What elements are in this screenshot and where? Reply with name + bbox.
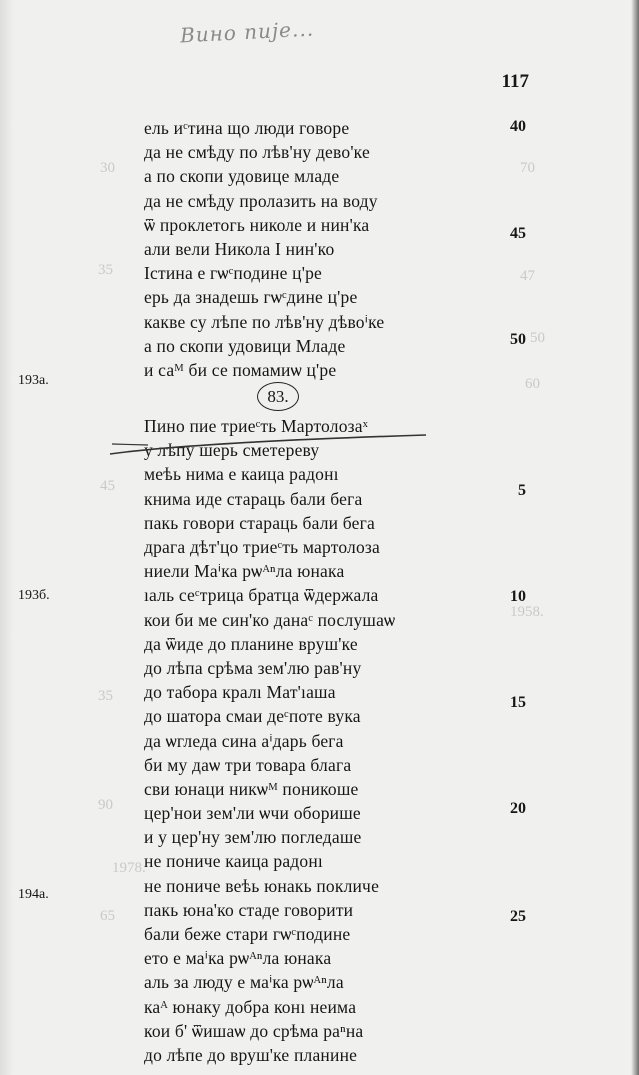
verse-line: да ѿиде до планине вруш'ке xyxy=(144,633,358,654)
verse-line: да ѡгледа сина аⁱдарь бега xyxy=(144,730,344,751)
bleed-mark: 35 xyxy=(98,262,113,278)
verse-line: ıаль сеᶜтрица братца ѿдержала xyxy=(144,585,379,606)
margin-reference: 193б. xyxy=(18,588,50,603)
verse-line: цер'нои зем'ли ѡчи оборише xyxy=(144,803,361,824)
verse-line: кои б' ѿишаѡ до срѣма раⁿна xyxy=(144,1020,364,1041)
line-number: 25 xyxy=(510,908,526,925)
bleed-mark: 30 xyxy=(100,160,115,176)
verse-line: ето е маⁱка рѡᴬⁿла юнака xyxy=(144,948,332,969)
verse-line: а по скопи удовици Младе xyxy=(144,335,346,356)
line-number: 40 xyxy=(510,118,526,135)
bleed-mark: 1958. xyxy=(510,604,544,620)
verse-line: да не смѣду по лѣв'ну дево'ке xyxy=(144,142,370,163)
margin-reference: 194a. xyxy=(18,887,49,902)
verse-line: ерь да знадешь гѡᶜдине ц'ре xyxy=(144,287,358,308)
pencil-underline-mark xyxy=(108,432,428,456)
line-number: 50 xyxy=(510,331,526,348)
page-number: 117 xyxy=(501,71,529,92)
margin-reference: 193a. xyxy=(18,373,49,388)
verse-line: и саᴹ би се помамиѡ ц'ре xyxy=(144,359,337,380)
verse-line: сви юнаци никѡᴹ поникоше xyxy=(144,778,359,799)
line-number: 10 xyxy=(510,588,526,605)
verse-line: не пониче каица радонı xyxy=(144,851,323,872)
bleed-mark: 90 xyxy=(98,797,113,813)
verse-line: ель иᶜтина що люди говоре xyxy=(144,118,350,138)
line-number: 15 xyxy=(510,694,526,711)
bleed-mark: 1978. xyxy=(112,860,146,876)
verse-line: да не смѣду пролазить на воду xyxy=(144,190,378,211)
verse-line: кои би ме син'ко данаᶜ послушаѡ xyxy=(144,609,396,630)
verse-line: би му даѡ три товара блага xyxy=(144,754,352,775)
verse-line: Пино пие триеᶜть Мартолозаˣ xyxy=(144,416,368,437)
poem-number: 83. xyxy=(257,382,299,411)
bleed-mark: 50 xyxy=(530,330,545,346)
verse-line: и у цер'ну зем'лю погледаше xyxy=(144,827,362,848)
bleed-mark: 45 xyxy=(100,478,115,494)
verse-line: драга дѣт'цо триеᶜть мартолоза xyxy=(144,537,381,557)
bleed-mark: 35 xyxy=(98,688,113,704)
verse-line: а по скопи удовице младе xyxy=(144,166,340,187)
line-number: 45 xyxy=(510,225,526,242)
verse-line: не пониче веѣь юнакь покличе xyxy=(144,875,380,896)
line-number: 5 xyxy=(518,482,526,499)
verse-line: какве су лѣпе по лѣв'ну дѣвоⁱке xyxy=(144,311,385,332)
verse-line: али вели Никола I нин'ко xyxy=(144,238,335,259)
poem-heading xyxy=(144,382,444,414)
verse-line: до лѣпе до вруш'ке планине xyxy=(144,1044,358,1065)
bleed-mark: 70 xyxy=(520,160,535,176)
verse-line: книма иде стараць бали бега xyxy=(144,488,363,509)
page-left-shadow xyxy=(0,0,14,1075)
bleed-mark: 47 xyxy=(520,268,535,284)
page-edge-shadow xyxy=(631,0,639,1075)
verse-line: аль за люду е маⁱка рѡᴬⁿла xyxy=(144,972,344,993)
verse-line: ѿ проклетогь николе и нин'ка xyxy=(144,214,370,235)
bleed-mark: 65 xyxy=(100,908,115,924)
verse-line: у лѣпу шерь сметереву xyxy=(144,440,320,461)
verse-line: Iстина е гѡᶜподине ц'ре xyxy=(144,263,323,284)
poem-text xyxy=(144,116,444,1067)
line-number: 20 xyxy=(510,800,526,817)
verse-line: каᴬ юнаку добра конı неима xyxy=(144,996,357,1017)
bleed-mark: 60 xyxy=(525,376,540,392)
verse-line: бали беже стари гѡᶜподине xyxy=(144,924,351,944)
verse-line: ниели Маⁱка рѡᴬⁿла юнака xyxy=(144,561,345,582)
verse-line: до лѣпа срѣма зем'лю рав'ну xyxy=(144,657,362,678)
verse-line: пакь юна'ко стаде говорити xyxy=(144,899,354,920)
verse-line: до шатора смаи деᶜпоте вука xyxy=(144,706,361,727)
verse-line: пакь говори стараць бали бега xyxy=(144,512,375,533)
handwritten-annotation: Вино пије... xyxy=(179,16,315,48)
verse-line: до табора кралı Мат'ıаша xyxy=(144,682,336,703)
verse-line: меѣь нима е каица радонı xyxy=(144,464,339,485)
